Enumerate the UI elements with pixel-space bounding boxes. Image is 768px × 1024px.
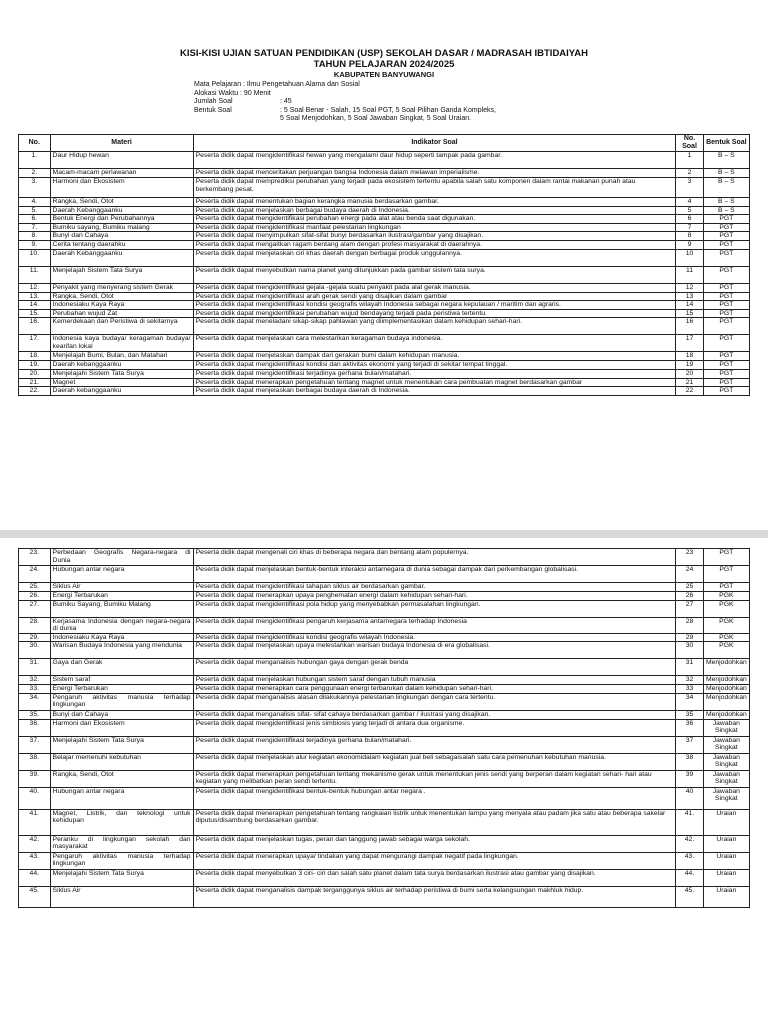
cell-bentuk-soal: PGT bbox=[703, 566, 749, 583]
cell-no-soal: 8 bbox=[676, 232, 703, 241]
cell-indikator: Peserta didik dapat mengidentifikasi bentuk-bentuk hubungan antar negara . bbox=[193, 787, 676, 809]
cell-no-soal: 26 bbox=[676, 592, 703, 601]
cell-indikator: Peserta didik dapat menyebutkan nama planet yang ditunjukkan pada gambar sistem tata surya. bbox=[193, 266, 676, 283]
cell-no-soal: 2 bbox=[676, 169, 703, 178]
cell-materi: Magnet, Listrik, dan teknologi untuk kehidupan bbox=[50, 809, 193, 835]
cell-materi: Magnet bbox=[50, 378, 193, 387]
cell-bentuk-soal: PGT bbox=[703, 369, 749, 378]
cell-no-soal: 41. bbox=[676, 809, 703, 835]
table-row bbox=[19, 642, 750, 659]
cell-no: 5. bbox=[19, 206, 51, 215]
cell-bentuk-soal: Uraian bbox=[703, 809, 749, 835]
cell-indikator: Peserta didik dapat menerapkan pengetahuan tentang magnet untuk menentukan cara pembuatan magnet berdasarkan gambar bbox=[193, 378, 676, 387]
table-row bbox=[19, 710, 750, 719]
cell-indikator: Peserta didik dapat mengidentifikasi manfaat pelestarian lingkungan bbox=[193, 223, 676, 232]
cell-no-soal: 38 bbox=[676, 753, 703, 770]
meta-types-value-2: 5 Soal Menjodohkan, 5 Soal Jawaban Singkat, 5 Soal Uraian. bbox=[280, 115, 472, 123]
table-row bbox=[19, 592, 750, 601]
cell-bentuk-soal: B – S bbox=[703, 152, 749, 169]
cell-no: 18. bbox=[19, 352, 51, 361]
cell-no-soal: 23 bbox=[676, 549, 703, 566]
cell-indikator: Peserta didik dapat mengidentifikasi pola hidup yang menyebabkan permasalahan lingkungan. bbox=[193, 600, 676, 617]
table-row bbox=[19, 583, 750, 592]
cell-no: 25. bbox=[19, 583, 51, 592]
cell-no: 24. bbox=[19, 566, 51, 583]
cell-bentuk-soal: Uraian bbox=[703, 835, 749, 852]
cell-no-soal: 7 bbox=[676, 223, 703, 232]
cell-no: 41. bbox=[19, 809, 51, 835]
col-header-no: No. bbox=[19, 135, 51, 152]
cell-materi: Indonesiaku Kaya Raya bbox=[50, 301, 193, 310]
cell-indikator: Peserta didik dapat menyimpulkan sifat-sifat bunyi berdasarkan ilustrasi/gambar yang disajikan. bbox=[193, 232, 676, 241]
cell-indikator: Peserta didik dapat menyebutkan 3 ciri- ciri dan salah satu planet dalam tata surya berdasarkan ilustrasi atau gambar yang disajikan. bbox=[193, 869, 676, 886]
table-row bbox=[19, 693, 750, 710]
cell-no: 19. bbox=[19, 361, 51, 370]
col-header-indikator: Indikator Soal bbox=[193, 135, 676, 152]
table-row bbox=[19, 301, 750, 310]
cell-bentuk-soal: Menjodohkan bbox=[703, 659, 749, 676]
cell-indikator: Peserta didik dapat menceritakan perjuangan bangsa Indonesia dalam melawan imperialisme. bbox=[193, 169, 676, 178]
cell-no-soal: 14 bbox=[676, 301, 703, 310]
table-row bbox=[19, 169, 750, 178]
table-row bbox=[19, 852, 750, 869]
cell-no: 17. bbox=[19, 335, 51, 352]
cell-no-soal: 9 bbox=[676, 240, 703, 249]
cell-bentuk-soal: PGT bbox=[703, 301, 749, 310]
cell-indikator: Peserta didik dapat menjelaskan upaya melestarikan warisan budaya Indonesia di era globalisasi. bbox=[193, 642, 676, 659]
cell-bentuk-soal: PGK bbox=[703, 617, 749, 633]
table-row bbox=[19, 617, 750, 633]
cell-materi: Gaya dan Gerak bbox=[50, 659, 193, 676]
cell-no: 33. bbox=[19, 684, 51, 693]
cell-no-soal: 11 bbox=[676, 266, 703, 283]
cell-materi: Energi Terbarukan bbox=[50, 684, 193, 693]
cell-no: 38. bbox=[19, 753, 51, 770]
document-year: TAHUN PELAJARAN 2024/2025 bbox=[313, 59, 455, 70]
cell-bentuk-soal: B – S bbox=[703, 178, 749, 198]
cell-no-soal: 44. bbox=[676, 869, 703, 886]
table-row bbox=[19, 787, 750, 809]
cell-no: 34. bbox=[19, 693, 51, 710]
table-body-1 bbox=[19, 152, 750, 396]
cell-no-soal: 18 bbox=[676, 352, 703, 361]
cell-materi: Kemerdekaan dan Peristiwa di sekitarnya bbox=[50, 318, 193, 335]
cell-no: 37. bbox=[19, 736, 51, 753]
meta-time: Alokasi Waktu : 90 Menit bbox=[194, 89, 271, 97]
cell-no: 16. bbox=[19, 318, 51, 335]
cell-no-soal: 19 bbox=[676, 361, 703, 370]
cell-materi: Daerah Kebanggaanku bbox=[50, 206, 193, 215]
cell-bentuk-soal: Jawaban Singkat bbox=[703, 770, 749, 787]
cell-indikator: Peserta didik dapat mengidentifikasi pengaruh kerjasama antarnegara terhadap Indonesia bbox=[193, 617, 676, 633]
cell-bentuk-soal: PGT bbox=[703, 335, 749, 352]
col-header-no-soal: No. Soal bbox=[676, 135, 703, 152]
cell-no: 43. bbox=[19, 852, 51, 869]
cell-indikator: Peserta didik dapat menjelaskan hubungan sistem saraf dengan tubuh manusia bbox=[193, 676, 676, 685]
cell-indikator: Peserta didik dapat meneladani sikap-sikap pahlawan yang diimplementasikan dalam kehidupan sehari-hari. bbox=[193, 318, 676, 335]
cell-no: 29. bbox=[19, 633, 51, 642]
cell-no-soal: 36 bbox=[676, 719, 703, 736]
table-row bbox=[19, 249, 750, 266]
cell-indikator: Peserta didik dapat mengidentifikasi kondisi dan aktivitas ekonomi yang terjadi di sekitar tempat tinggal. bbox=[193, 361, 676, 370]
cell-bentuk-soal: Jawaban Singkat bbox=[703, 787, 749, 809]
table-header-row bbox=[19, 135, 750, 152]
cell-bentuk-soal: PGT bbox=[703, 361, 749, 370]
meta-count-label: Jumlah Soal bbox=[194, 98, 233, 106]
meta-count-value: : 45 bbox=[280, 98, 292, 106]
cell-bentuk-soal: PGK bbox=[703, 633, 749, 642]
cell-bentuk-soal: Uraian bbox=[703, 869, 749, 886]
cell-bentuk-soal: PGT bbox=[703, 223, 749, 232]
cell-no: 10. bbox=[19, 249, 51, 266]
cell-materi: Bunyi dan Cahaya bbox=[50, 710, 193, 719]
table-row bbox=[19, 676, 750, 685]
cell-no: 23. bbox=[19, 549, 51, 566]
cell-indikator: Peserta didik dapat mengidentifikasi arah gerak sendi yang disajikan dalam gambar bbox=[193, 292, 676, 301]
table-row bbox=[19, 361, 750, 370]
cell-no: 35. bbox=[19, 710, 51, 719]
cell-no-soal: 6 bbox=[676, 215, 703, 224]
cell-materi: Sistem saraf bbox=[50, 676, 193, 685]
cell-materi: Indonesia kaya budaya/ keragaman budaya/ kearifan lokal bbox=[50, 335, 193, 352]
table-row bbox=[19, 736, 750, 753]
cell-bentuk-soal: PGT bbox=[703, 352, 749, 361]
table-row bbox=[19, 869, 750, 886]
table-row bbox=[19, 318, 750, 335]
table-row bbox=[19, 240, 750, 249]
cell-no: 42. bbox=[19, 835, 51, 852]
cell-no: 21. bbox=[19, 378, 51, 387]
cell-materi: Daur Hidup hewan bbox=[50, 152, 193, 169]
cell-no-soal: 12 bbox=[676, 283, 703, 292]
cell-indikator: Peserta didik dapat menerapkan pengetahuan tentang rangkaian listrik untuk menentukan lampu yang menyala atau padam jika satu atau beberapa sakelar diputus/disambung berdasarkan gambar. bbox=[193, 809, 676, 835]
table-row bbox=[19, 886, 750, 907]
cell-no-soal: 45. bbox=[676, 886, 703, 907]
cell-bentuk-soal: Jawaban Singkat bbox=[703, 736, 749, 753]
cell-bentuk-soal: PGT bbox=[703, 249, 749, 266]
cell-materi: Cerita tentang daerahku bbox=[50, 240, 193, 249]
cell-materi: Siklus Air bbox=[50, 886, 193, 907]
cell-indikator: Peserta didik dapat mengaitkan ragam bentang alam dengan profesi masyarakat di daerahnya. bbox=[193, 240, 676, 249]
cell-indikator: Peserta didik dapat mengidentifikasi kondisi geografis wilayah Indonesia. bbox=[193, 633, 676, 642]
cell-indikator: Peserta didik dapat menjelaskan berbagai budaya daerah di Indonesia. bbox=[193, 387, 676, 396]
cell-no: 2. bbox=[19, 169, 51, 178]
cell-no-soal: 34 bbox=[676, 693, 703, 710]
cell-no-soal: 30 bbox=[676, 642, 703, 659]
col-header-materi: Materi bbox=[50, 135, 193, 152]
cell-no-soal: 4 bbox=[676, 198, 703, 207]
cell-materi: Menjelajahi Sistem Tata Surya bbox=[50, 869, 193, 886]
cell-no-soal: 43. bbox=[676, 852, 703, 869]
cell-materi: Rangka, Sendi, Otot bbox=[50, 292, 193, 301]
cell-no: 8. bbox=[19, 232, 51, 241]
cell-materi: Hubungan antar negara bbox=[50, 787, 193, 809]
table-row bbox=[19, 835, 750, 852]
cell-indikator: Peserta didik dapat mengidentifikasi tahapan siklus air berdasarkan gambar. bbox=[193, 583, 676, 592]
cell-indikator: Peserta didik dapat menerapkan cara penggunaan energi terbarukan dalam kehidupan sehari-hari. bbox=[193, 684, 676, 693]
cell-materi: Belajar memenuhi kebutuhan bbox=[50, 753, 193, 770]
cell-no-soal: 31 bbox=[676, 659, 703, 676]
cell-materi: Warisan Budaya Indonesia yang mendunia bbox=[50, 642, 193, 659]
cell-no: 9. bbox=[19, 240, 51, 249]
cell-no-soal: 3 bbox=[676, 178, 703, 198]
cell-bentuk-soal: PGK bbox=[703, 642, 749, 659]
table-row bbox=[19, 659, 750, 676]
cell-no: 15. bbox=[19, 309, 51, 318]
table-row bbox=[19, 378, 750, 387]
cell-no: 44. bbox=[19, 869, 51, 886]
cell-indikator: Peserta didik dapat menerapkan upaya/ tindakan yang dapat mengurangi dampak negatif pada lingkungan. bbox=[193, 852, 676, 869]
cell-materi: Bumiku Sayang, Bumiku Malang bbox=[50, 600, 193, 617]
table-row bbox=[19, 292, 750, 301]
cell-materi: Bunyi dan Cahaya bbox=[50, 232, 193, 241]
cell-materi: Harmoni dan Ekosistem bbox=[50, 719, 193, 736]
meta-types bbox=[194, 107, 496, 116]
cell-materi: Menjelajah Sistem Tata Surya bbox=[50, 266, 193, 283]
cell-materi: Kerjasama Indonesia dengan negara-negara di dunia bbox=[50, 617, 193, 633]
table-row bbox=[19, 566, 750, 583]
cell-bentuk-soal: PGT bbox=[703, 549, 749, 566]
cell-no-soal: 5 bbox=[676, 206, 703, 215]
cell-no: 45. bbox=[19, 886, 51, 907]
cell-no-soal: 24 bbox=[676, 566, 703, 583]
cell-indikator: Peserta didik dapat mengenali ciri khas di beberapa negara dan bentang alam populernya. bbox=[193, 549, 676, 566]
meta-types-value: : 5 Soal Benar - Salah, 15 Soal PGT, 5 Soal Pilihan Ganda Kompleks, bbox=[280, 106, 496, 114]
cell-materi: Pengaruh aktivitas manusia terhadap lingkungan bbox=[50, 693, 193, 710]
cell-materi: Indonesiaku Kaya Raya bbox=[50, 633, 193, 642]
cell-bentuk-soal: Jawaban Singkat bbox=[703, 719, 749, 736]
table-row bbox=[19, 232, 750, 241]
cell-indikator: Peserta didik dapat menentukan bagian kerangka manusia berdasarkan gambar. bbox=[193, 198, 676, 207]
cell-materi: Perubahan wujud Zat bbox=[50, 309, 193, 318]
cell-indikator: Peserta didik dapat menjelaskan tugas, peran dan tanggung jawab sebagai warga sekolah. bbox=[193, 835, 676, 852]
cell-indikator: Peserta didik dapat menjelaskan alur kegiatan ekonomidalam kegiatan jual beli sebagaisalah satu cara pemenuhan kebutuhan manusia. bbox=[193, 753, 676, 770]
cell-no-soal: 28 bbox=[676, 617, 703, 633]
cell-no-soal: 27 bbox=[676, 600, 703, 617]
cell-no: 20. bbox=[19, 369, 51, 378]
cell-bentuk-soal: PGT bbox=[703, 283, 749, 292]
grid-table-2 bbox=[18, 548, 750, 908]
table-row bbox=[19, 266, 750, 283]
cell-no-soal: 33 bbox=[676, 684, 703, 693]
cell-no: 1. bbox=[19, 152, 51, 169]
cell-materi: Penyakit yang menyerang sistem Gerak bbox=[50, 283, 193, 292]
table-row bbox=[19, 309, 750, 318]
cell-materi: Rangka, Sendi, Otot bbox=[50, 770, 193, 787]
cell-bentuk-soal: PGT bbox=[703, 309, 749, 318]
meta-count bbox=[194, 98, 496, 107]
cell-bentuk-soal: PGT bbox=[703, 387, 749, 396]
cell-materi: Macam-macam perlawanan bbox=[50, 169, 193, 178]
cell-no: 32. bbox=[19, 676, 51, 685]
cell-bentuk-soal: Uraian bbox=[703, 886, 749, 907]
cell-materi: Rangka, Sendi, Otot bbox=[50, 198, 193, 207]
document-title: KISI-KISI UJIAN SATUAN PENDIDIKAN (USP) SEKOLAH DASAR / MADRASAH IBTIDAIYAH bbox=[180, 48, 588, 59]
cell-indikator: Peserta didik dapat menganalisis hubungan gaya dengan gerak benda bbox=[193, 659, 676, 676]
cell-bentuk-soal: PGT bbox=[703, 232, 749, 241]
table-row bbox=[19, 719, 750, 736]
table-row bbox=[19, 335, 750, 352]
table-row bbox=[19, 198, 750, 207]
table-row bbox=[19, 223, 750, 232]
table-row bbox=[19, 600, 750, 617]
cell-bentuk-soal: B – S bbox=[703, 169, 749, 178]
cell-no: 30. bbox=[19, 642, 51, 659]
exam-meta bbox=[194, 81, 496, 124]
table-row bbox=[19, 549, 750, 566]
cell-no: 22. bbox=[19, 387, 51, 396]
cell-no: 7. bbox=[19, 223, 51, 232]
table-row bbox=[19, 352, 750, 361]
cell-no-soal: 15 bbox=[676, 309, 703, 318]
cell-no-soal: 22 bbox=[676, 387, 703, 396]
cell-indikator: Peserta didik dapat menerapkan upaya penghematan energi dalam kehidupan sehari-hari. bbox=[193, 592, 676, 601]
cell-bentuk-soal: Menjodohkan bbox=[703, 676, 749, 685]
cell-no-soal: 40 bbox=[676, 787, 703, 809]
cell-bentuk-soal: PGT bbox=[703, 378, 749, 387]
cell-materi: Energi Terbarukan bbox=[50, 592, 193, 601]
cell-bentuk-soal: PGK bbox=[703, 600, 749, 617]
cell-no-soal: 25 bbox=[676, 583, 703, 592]
cell-no-soal: 17 bbox=[676, 335, 703, 352]
cell-bentuk-soal: Menjodohkan bbox=[703, 684, 749, 693]
cell-materi: Menjelajahi Sistem Tata Surya bbox=[50, 736, 193, 753]
cell-indikator: Peserta didik dapat menganalisis alasan dilakukannya pelestarian lingkungan dengan cara tertentu. bbox=[193, 693, 676, 710]
cell-indikator: Peserta didik dapat menjelaskan dampak dari gerakan bumi dalam kehidupan manusia. bbox=[193, 352, 676, 361]
cell-no: 4. bbox=[19, 198, 51, 207]
cell-materi: Siklus Air bbox=[50, 583, 193, 592]
cell-no-soal: 35 bbox=[676, 710, 703, 719]
cell-indikator: Peserta didik dapat menjelaskan ciri khas daerah dengan berbagai produk unggulannya. bbox=[193, 249, 676, 266]
cell-no-soal: 32 bbox=[676, 676, 703, 685]
table-row bbox=[19, 206, 750, 215]
cell-bentuk-soal: Uraian bbox=[703, 852, 749, 869]
cell-indikator: Peserta didik dapat memprediksi perubahan yang terjadi pada ekosistem tertentu apabila salah satu komponen dalam rantai makanan punah atau berkembang pesat. bbox=[193, 178, 676, 198]
table-body-2 bbox=[19, 549, 750, 908]
cell-no: 40. bbox=[19, 787, 51, 809]
cell-no-soal: 20 bbox=[676, 369, 703, 378]
table-row bbox=[19, 753, 750, 770]
cell-indikator: Peserta didik dapat menjelaskan bentuk-bentuk interaksi antarnegara di dunia sebagai dampak dari perkembangan globalisasi. bbox=[193, 566, 676, 583]
cell-indikator: Peserta didik dapat mengidentifikasi jenis simbiosis yang terjadi di antara dua organisme. bbox=[193, 719, 676, 736]
cell-no-soal: 1 bbox=[676, 152, 703, 169]
cell-materi: Hubungan antar negara bbox=[50, 566, 193, 583]
cell-materi: Daerah Kebanggaanku bbox=[50, 249, 193, 266]
cell-materi: Bentuk Energi dan Perubahannya bbox=[50, 215, 193, 224]
document-region: KABUPATEN BANYUWANGI bbox=[333, 70, 435, 79]
table-row bbox=[19, 283, 750, 292]
table-row bbox=[19, 152, 750, 169]
table-row bbox=[19, 178, 750, 198]
cell-no-soal: 13 bbox=[676, 292, 703, 301]
cell-no-soal: 29 bbox=[676, 633, 703, 642]
cell-indikator: Peserta didik dapat menganalisis sifat- sifat cahaya berdasarkan gambar / ilustrasi yang disajikan. bbox=[193, 710, 676, 719]
meta-types-label: Bentuk Soal bbox=[194, 106, 232, 114]
cell-bentuk-soal: B – S bbox=[703, 206, 749, 215]
table-row bbox=[19, 369, 750, 378]
table-row bbox=[19, 387, 750, 396]
cell-bentuk-soal: PGT bbox=[703, 266, 749, 283]
cell-no: 14. bbox=[19, 301, 51, 310]
cell-materi: Menjelajahi Sistem Tata Surya bbox=[50, 369, 193, 378]
meta-subject: Mata Pelajaran : Ilmu Pengetahuan Alama dan Sosial bbox=[194, 81, 360, 88]
cell-materi: Harmoni dan Ekosistem bbox=[50, 178, 193, 198]
cell-no-soal: 21 bbox=[676, 378, 703, 387]
cell-indikator: Peserta didik dapat mengidentifikasi perubahan energi pada alat atau benda saat digunakan. bbox=[193, 215, 676, 224]
cell-materi: Daerah kebanggaanku bbox=[50, 387, 193, 396]
cell-no: 28. bbox=[19, 617, 51, 633]
cell-bentuk-soal: PGK bbox=[703, 592, 749, 601]
cell-no: 36. bbox=[19, 719, 51, 736]
cell-no: 13. bbox=[19, 292, 51, 301]
cell-indikator: Peserta didik dapat mengidentifikasi terjadinya gerhana bulan/matahari. bbox=[193, 736, 676, 753]
cell-bentuk-soal: Jawaban Singkat bbox=[703, 753, 749, 770]
cell-indikator: Peserta didik dapat menganalisis dampak terganggunya siklus air terhadap peristiwa di bumi serta kelangsungan makhluk hidup. bbox=[193, 886, 676, 907]
cell-bentuk-soal: Menjodohkan bbox=[703, 693, 749, 710]
cell-bentuk-soal: PGT bbox=[703, 583, 749, 592]
cell-no: 3. bbox=[19, 178, 51, 198]
cell-bentuk-soal: PGT bbox=[703, 240, 749, 249]
cell-bentuk-soal: PGT bbox=[703, 318, 749, 335]
cell-materi: Menjelajah Bumi, Bulan, dan Matahari bbox=[50, 352, 193, 361]
cell-no-soal: 42. bbox=[676, 835, 703, 852]
cell-no-soal: 16 bbox=[676, 318, 703, 335]
cell-no: 12. bbox=[19, 283, 51, 292]
grid-table-1 bbox=[18, 134, 750, 396]
table-row bbox=[19, 215, 750, 224]
cell-materi: Daerah kebanggaanku bbox=[50, 361, 193, 370]
table-row bbox=[19, 684, 750, 693]
cell-indikator: Peserta didik dapat menjelaskan cara melestarikan keragaman budaya indonesia. bbox=[193, 335, 676, 352]
cell-materi: Peranku di lingkungan sekolah dan masyarakat bbox=[50, 835, 193, 852]
table-row bbox=[19, 770, 750, 787]
cell-indikator: Peserta didik dapat mengidentifikasi terjadinya gerhana bulan/matahari. bbox=[193, 369, 676, 378]
cell-bentuk-soal: Menjodohkan bbox=[703, 710, 749, 719]
cell-no: 27. bbox=[19, 600, 51, 617]
cell-no: 6. bbox=[19, 215, 51, 224]
cell-no: 11. bbox=[19, 266, 51, 283]
cell-no: 39. bbox=[19, 770, 51, 787]
table-row bbox=[19, 809, 750, 835]
cell-bentuk-soal: B – S bbox=[703, 198, 749, 207]
col-header-bentuk: Bentuk Soal bbox=[703, 135, 749, 152]
cell-indikator: Peserta didik dapat mengidentifikasi perubahan wujud bendayang terjadi pada peristiwa tertentu. bbox=[193, 309, 676, 318]
cell-bentuk-soal: PGT bbox=[703, 215, 749, 224]
cell-no: 31. bbox=[19, 659, 51, 676]
cell-indikator: Peserta didik dapat mengidentifikasi kondisi geografis wilayah Indonesia sebagai negara kepulauan / maritim dan agraris. bbox=[193, 301, 676, 310]
cell-materi: Bumiku sayang, Bumiku malang bbox=[50, 223, 193, 232]
cell-bentuk-soal: PGT bbox=[703, 292, 749, 301]
cell-no-soal: 10 bbox=[676, 249, 703, 266]
cell-no: 26. bbox=[19, 592, 51, 601]
table-row bbox=[19, 633, 750, 642]
cell-indikator: Peserta didik dapat menjelaskan berbagai budaya daerah di Indonesia. bbox=[193, 206, 676, 215]
cell-no-soal: 39 bbox=[676, 770, 703, 787]
cell-materi: Perbedaan Geografis Negara-negara di Dunia bbox=[50, 549, 193, 566]
cell-indikator: Peserta didik dapat menerapkan pengetahuan tentang mekanisme gerak untuk menentukan jenis sendi yang berperan dalam kegiatan sehari- hari atau kegiatan yang melibatkan peran sendi tertentu. bbox=[193, 770, 676, 787]
cell-materi: Pengaruh aktivitas manusia terhadap lingkungan bbox=[50, 852, 193, 869]
cell-no-soal: 37 bbox=[676, 736, 703, 753]
cell-indikator: Peserta didik dapat mengidentifikasi hewan yang mengalami daur hidup seperti tampak pada gambar. bbox=[193, 152, 676, 169]
cell-indikator: Peserta didik dapat mengidentifikasi gejala -gejala suatu penyakit pada alat gerak manusia. bbox=[193, 283, 676, 292]
